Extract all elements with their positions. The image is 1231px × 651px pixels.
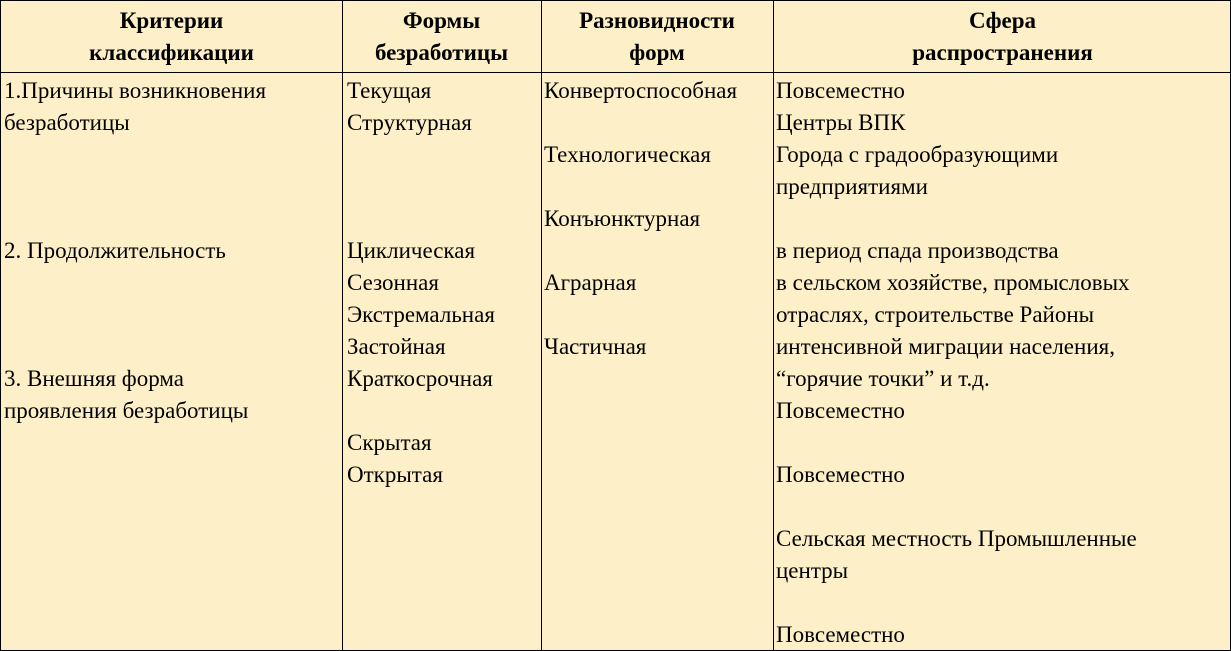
criteria-text: 3. Внешняя форма — [4, 366, 184, 391]
form-text: Структурная — [347, 110, 472, 135]
sphere-text: Города с градообразующими — [776, 142, 1059, 167]
header-text: Сфера — [968, 8, 1037, 33]
header-varieties — [541, 1, 773, 73]
form-text: Сезонная — [347, 270, 439, 295]
table-header-row — [1, 1, 1230, 73]
form-text: Текущая — [347, 78, 432, 103]
column-divider — [541, 1, 542, 650]
sphere-text: отраслях, строительстве Районы — [776, 302, 1095, 327]
header-text: Критерии — [119, 8, 224, 33]
header-text: Формы — [402, 8, 481, 33]
sphere-text: в сельском хозяйстве, промысловых — [776, 270, 1130, 295]
sphere-text: Повсеместно — [776, 78, 905, 103]
criteria-text: 2. Продолжительность — [4, 238, 226, 263]
header-criteria — [1, 1, 342, 73]
variety-text: Технологическая — [544, 142, 711, 167]
criteria-text: 1.Причины возникновения — [4, 78, 267, 103]
sphere-text: в период спада производства — [776, 238, 1059, 263]
sphere-text: интенсивной миграции населения, — [776, 334, 1115, 359]
variety-text: Конъюнктурная — [544, 206, 701, 231]
form-text: Скрытая — [347, 430, 432, 455]
header-text: форм — [629, 40, 685, 65]
sphere-text: предприятиями — [776, 174, 928, 199]
sphere-text: Повсеместно — [776, 622, 905, 647]
variety-text: Аграрная — [544, 270, 637, 295]
variety-text: Конвертоспособная — [544, 78, 738, 103]
sphere-text: Повсеместно — [776, 462, 905, 487]
criteria-text: безработицы — [4, 110, 130, 135]
sphere-text: Центры ВПК — [776, 110, 906, 135]
form-text: Открытая — [347, 462, 443, 487]
form-text: Экстремальная — [347, 302, 495, 327]
header-forms — [342, 1, 541, 73]
criteria-text: проявления безработицы — [4, 398, 249, 423]
form-text: Циклическая — [347, 238, 476, 263]
header-text: классификации — [89, 40, 254, 65]
sphere-text: центры — [776, 558, 849, 583]
header-text: безработицы — [374, 40, 509, 65]
variety-text: Частичная — [544, 334, 647, 359]
column-divider — [342, 1, 343, 650]
column-divider — [773, 1, 774, 650]
sphere-text: Сельская местность Промышленные — [776, 526, 1137, 551]
header-text: распространения — [912, 40, 1093, 65]
form-text: Краткосрочная — [347, 366, 493, 391]
header-sphere — [773, 1, 1231, 73]
sphere-text: Повсеместно — [776, 398, 905, 423]
header-text: Разновидности — [579, 8, 735, 33]
sphere-text: “горячие точки” и т.д. — [776, 366, 990, 391]
form-text: Застойная — [347, 334, 446, 359]
